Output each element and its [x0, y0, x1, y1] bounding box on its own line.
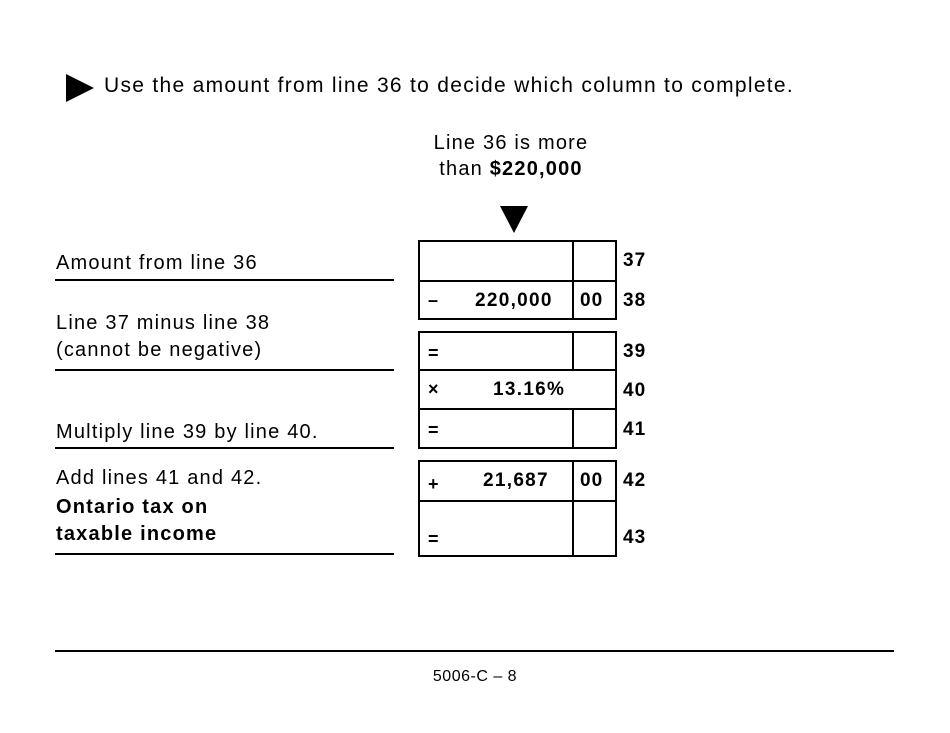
arrow-right-icon [66, 74, 94, 102]
cents-divider [572, 462, 574, 500]
cents-divider [572, 242, 574, 280]
column-header-line2 [420, 156, 602, 182]
column-header-prefix: than [439, 158, 490, 180]
equals-sign: = [428, 529, 439, 549]
cents-line-38: 00 [580, 290, 604, 311]
line-number-42: 42 [623, 470, 647, 491]
line-number-37: 37 [623, 250, 647, 271]
cents-divider [572, 333, 574, 369]
footer-rule [55, 650, 894, 652]
amount-line-38: 220,000 [475, 290, 553, 311]
rule-41 [55, 447, 394, 449]
line-number-41: 41 [623, 419, 647, 440]
field-line-42 [418, 460, 617, 502]
field-line-41[interactable] [418, 408, 617, 449]
arrow-down-icon [500, 206, 528, 233]
rule-37 [55, 279, 394, 281]
times-sign: × [428, 379, 439, 399]
label-line-41: Multiply line 39 by line 40. [56, 421, 319, 443]
field-line-37[interactable] [418, 240, 617, 282]
field-line-40 [418, 369, 617, 410]
plus-sign: + [428, 474, 439, 494]
label-line-42: Add lines 41 and 42. [56, 467, 263, 489]
cents-divider [572, 410, 574, 447]
field-line-43[interactable] [418, 500, 617, 557]
cents-divider [572, 502, 574, 555]
column-header [420, 130, 602, 182]
label-line-43-a: Ontario tax on [56, 496, 209, 518]
field-line-38 [418, 280, 617, 320]
label-line-39-b: (cannot be negative) [56, 339, 263, 361]
cents-line-42: 00 [580, 470, 604, 491]
page-footer: 5006-C – 8 [432, 668, 518, 685]
equals-sign: = [428, 420, 439, 440]
line-number-38: 38 [623, 290, 647, 311]
rule-39 [55, 369, 394, 371]
rule-43 [55, 553, 394, 555]
label-line-37: Amount from line 36 [56, 252, 258, 274]
instruction-text: Use the amount from line 36 to decide which column to complete. [104, 74, 795, 97]
column-header-threshold: $220,000 [489, 158, 583, 180]
line-number-43: 43 [623, 527, 647, 548]
label-line-39-a: Line 37 minus line 38 [56, 312, 271, 334]
amount-line-42: 21,687 [483, 470, 549, 491]
line-number-39: 39 [623, 341, 647, 362]
label-line-43-b: taxable income [56, 523, 218, 545]
equals-sign: = [428, 343, 439, 363]
field-line-39[interactable] [418, 331, 617, 371]
column-header-line1: Line 36 is more [433, 132, 589, 154]
line-number-40: 40 [623, 380, 647, 401]
rate-line-40: 13.16% [493, 379, 566, 400]
minus-sign: – [428, 290, 439, 310]
cents-divider [572, 282, 574, 318]
